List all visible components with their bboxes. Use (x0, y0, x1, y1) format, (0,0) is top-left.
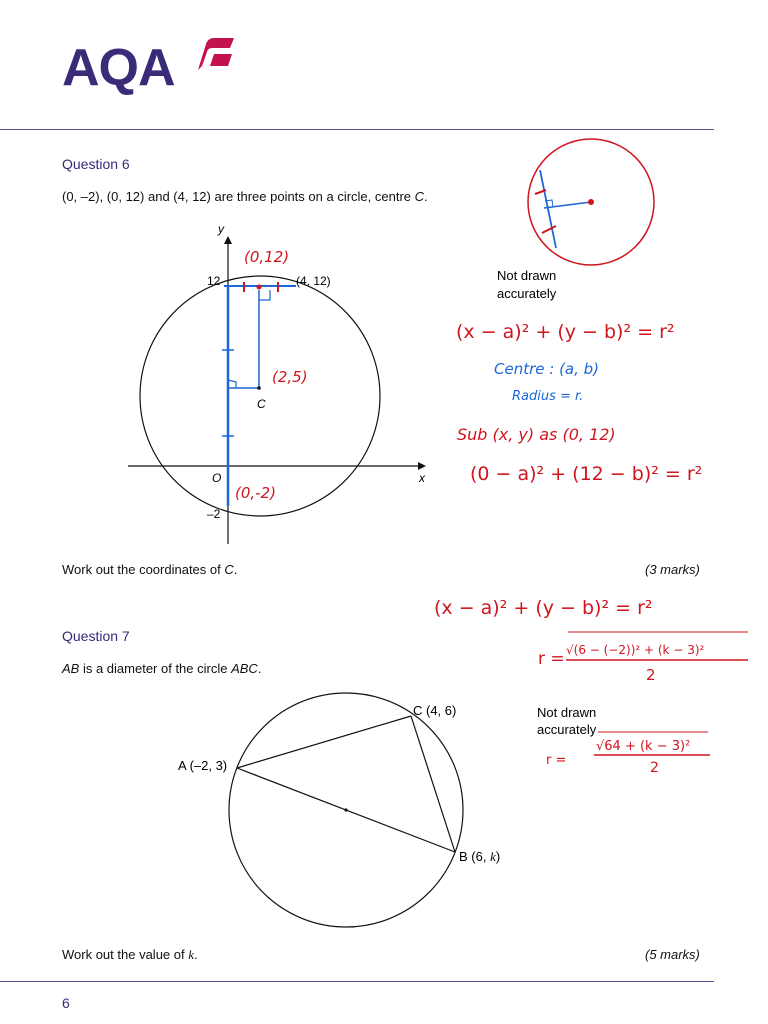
hw-q7-r2-eq: r = (546, 753, 567, 768)
hw-q6-radius: Radius = r. (512, 389, 584, 404)
q6-not-drawn-line2: accurately (497, 286, 557, 301)
q6-label-minus-2: –2 (207, 507, 221, 521)
q7-not-drawn-line2: accurately (537, 722, 597, 737)
hw-q6-sub: Sub (x, y) as (0, 12) (457, 425, 616, 444)
hw-point-2-5: (2,5) (272, 368, 308, 386)
question-6-task: Work out the coordinates of C. (62, 562, 238, 577)
hw-q6-eq1: (x − a)² + (y − b)² = r² (456, 321, 675, 343)
hw-q7-eq1: (x − a)² + (y − b)² = r² (434, 597, 653, 619)
q7-not-drawn-line1: Not drawn (537, 705, 597, 720)
question-6-heading: Question 6 (62, 156, 130, 172)
hw-q6-eq2: (0 − a)² + (12 − b)² = r² (470, 463, 703, 485)
q7-label-b: B (6, k) (459, 849, 501, 864)
q6-not-drawn-line1: Not drawn (497, 268, 557, 283)
hw-q7-r-eq: r = (538, 649, 565, 669)
q6-label-4-12: (4, 12) (296, 274, 331, 288)
q7-label-c: C (4, 6) (413, 703, 457, 718)
hw-q7-r2-den: 2 (650, 760, 659, 776)
q6-label-origin: O (212, 471, 222, 485)
hw-q7-r-num: √(6 − (−2))² + (k − 3)² (566, 643, 705, 657)
q6-label-c: C (257, 397, 266, 411)
question-7-marks: (5 marks) (645, 947, 700, 962)
question-7-task: Work out the value of k. (62, 947, 198, 962)
question-6-statement: (0, –2), (0, 12) and (4, 12) are three points on a circle, centre C. (62, 189, 428, 204)
hw-q7-r-den: 2 (646, 666, 656, 684)
hw-point-0-12: (0,12) (244, 248, 290, 266)
q6-label-12: 12 (207, 274, 221, 288)
q7-label-a: A (–2, 3) (178, 758, 228, 773)
hw-q6-centre: Centre : (a, b) (494, 360, 600, 378)
q6-y-label: y (218, 222, 224, 236)
hw-q7-r2-num: √64 + (k − 3)² (596, 739, 691, 754)
footer-rule (0, 981, 714, 982)
question-6-marks: (3 marks) (645, 562, 700, 577)
page-number: 6 (62, 995, 70, 1011)
hw-point-0-m2: (0,-2) (235, 484, 276, 502)
question-7-statement: AB is a diameter of the circle ABC. (62, 661, 262, 676)
question-7-heading: Question 7 (62, 628, 130, 644)
aqa-logo-text: AQA (62, 39, 175, 97)
q6-x-label: x (419, 471, 425, 485)
